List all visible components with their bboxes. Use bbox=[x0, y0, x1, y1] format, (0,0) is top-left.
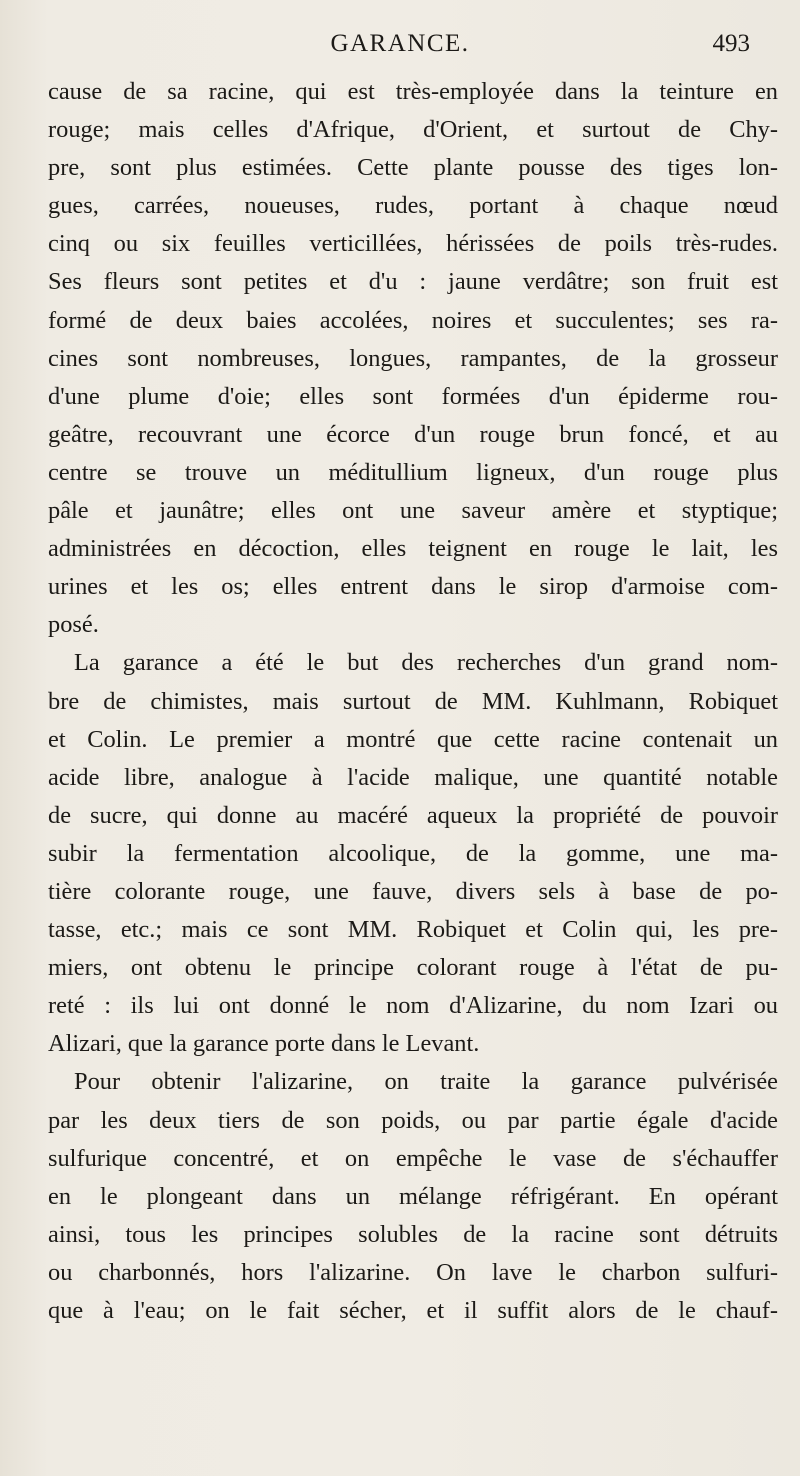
text-line: subir la fermentation alcoolique, de la gomme, une ma- bbox=[48, 839, 778, 867]
text-line: cinq ou six feuilles verticillées, hérissées de poils très-rudes. bbox=[48, 230, 778, 258]
text-line: formé de deux baies accolées, noires et succulentes; ses ra- bbox=[48, 306, 778, 334]
text-line: de sucre, qui donne au macéré aqueux la propriété de pouvoir bbox=[48, 801, 778, 829]
text-line: La garance a été le but des recherches d'un grand nom- bbox=[74, 649, 778, 677]
text-line: reté : ils lui ont donné le nom d'Alizarine, du nom Izari ou bbox=[48, 992, 778, 1020]
text-line: Ses fleurs sont petites et d'u : jaune verdâtre; son fruit est bbox=[48, 268, 778, 296]
text-line: gues, carrées, noueuses, rudes, portant à chaque nœud bbox=[48, 192, 778, 220]
text-line: centre se trouve un méditullium ligneux, d'un rouge plus bbox=[48, 458, 778, 486]
text-line: par les deux tiers de son poids, ou par partie égale d'acide bbox=[48, 1106, 778, 1134]
text-line: tière colorante rouge, une fauve, divers sels à base de po- bbox=[48, 877, 778, 905]
text-line: cause de sa racine, qui est très-employée dans la teinture en bbox=[48, 78, 778, 105]
text-line: administrées en décoction, elles teignent en rouge le lait, les bbox=[48, 535, 778, 563]
text-line: posé. bbox=[48, 611, 99, 639]
text-line: pre, sont plus estimées. Cette plante pousse des tiges lon- bbox=[48, 154, 778, 182]
running-head: GARANCE. bbox=[330, 30, 470, 57]
text-line: que à l'eau; on le fait sécher, et il suffit alors de le chauf- bbox=[48, 1297, 778, 1324]
text-line: sulfurique concentré, et on empêche le vase de s'échauffer bbox=[48, 1144, 778, 1172]
page-number: 493 bbox=[712, 30, 750, 57]
text-line: rouge; mais celles d'Afrique, d'Orient, et surtout de Chy- bbox=[48, 116, 778, 144]
text-line: Alizari, que la garance porte dans le Levant. bbox=[48, 1030, 480, 1058]
text-line: bre de chimistes, mais surtout de MM. Kuhlmann, Robiquet bbox=[48, 687, 778, 715]
text-line: ou charbonnés, hors l'alizarine. On lave le charbon sulfuri- bbox=[48, 1258, 778, 1286]
text-line: tasse, etc.; mais ce sont MM. Robiquet et Colin qui, les pre- bbox=[48, 916, 778, 944]
text-line: d'une plume d'oie; elles sont formées d'un épiderme rou- bbox=[48, 382, 778, 410]
body-text bbox=[48, 73, 778, 1330]
text-line: miers, ont obtenu le principe colorant rouge à l'état de pu- bbox=[48, 954, 778, 982]
text-line: en le plongeant dans un mélange réfrigérant. En opérant bbox=[48, 1182, 778, 1210]
text-line: acide libre, analogue à l'acide malique, une quantité notable bbox=[48, 763, 778, 791]
text-line: pâle et jaunâtre; elles ont une saveur amère et styptique; bbox=[48, 497, 778, 525]
text-line: urines et les os; elles entrent dans le sirop d'armoise com- bbox=[48, 573, 778, 601]
text-line: cines sont nombreuses, longues, rampantes, de la grosseur bbox=[48, 344, 778, 372]
page-header bbox=[0, 30, 800, 70]
text-line: et Colin. Le premier a montré que cette racine contenait un bbox=[48, 725, 778, 753]
text-line: geâtre, recouvrant une écorce d'un rouge brun foncé, et au bbox=[48, 420, 778, 448]
text-line: Pour obtenir l'alizarine, on traite la garance pulvérisée bbox=[74, 1068, 778, 1096]
text-line: ainsi, tous les principes solubles de la racine sont détruits bbox=[48, 1220, 778, 1248]
